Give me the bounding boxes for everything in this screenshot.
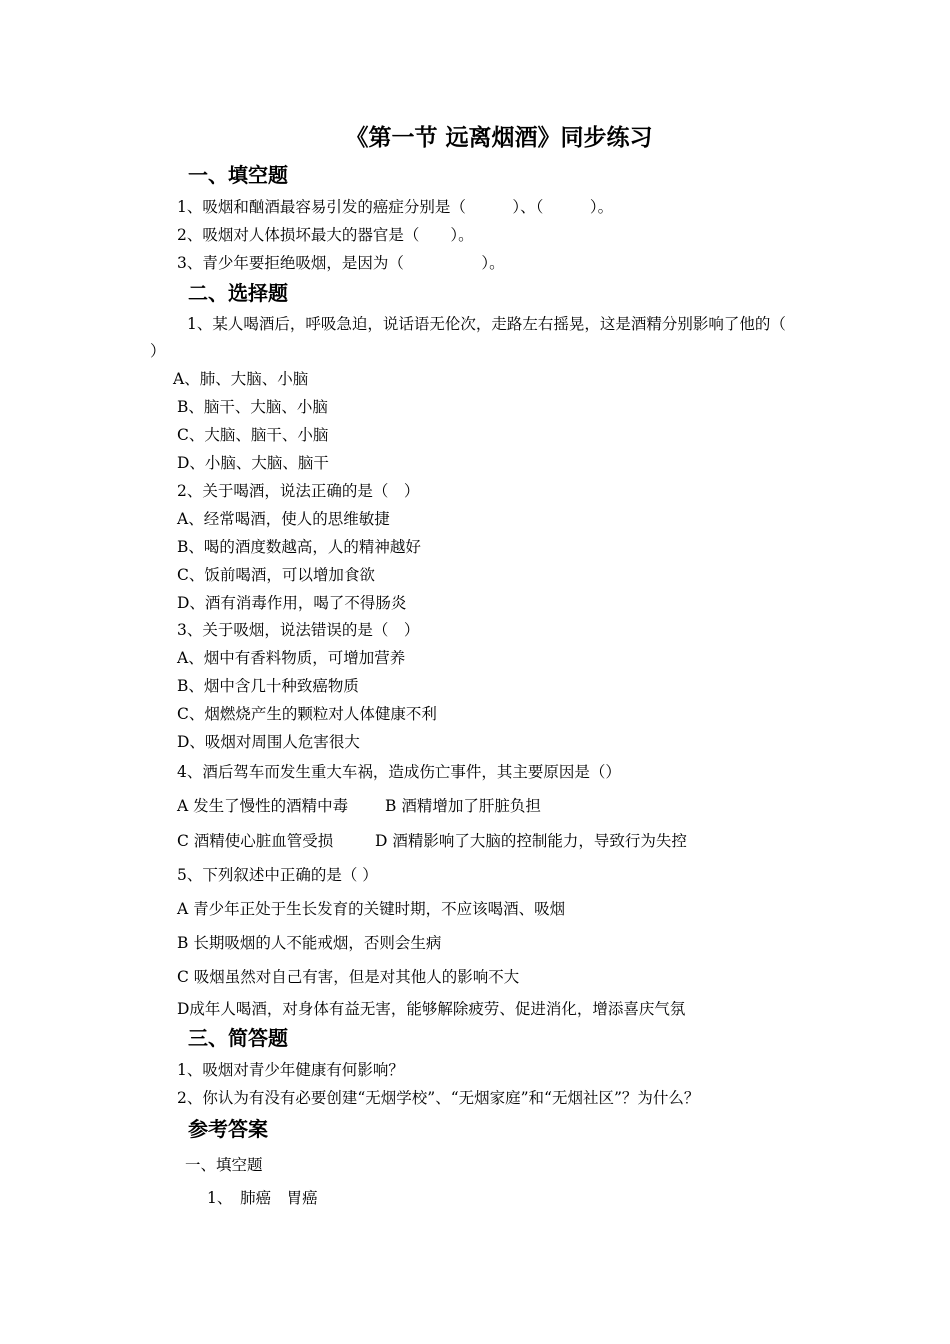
choice-q4-option-d: D 酒精影响了大脑的控制能力，导致行为失控 bbox=[375, 832, 687, 850]
section-heading-short: 三、简答题 bbox=[188, 1026, 288, 1050]
choice-q4-option-a: A 发生了慢性的酒精中毒 bbox=[177, 797, 349, 815]
short-question-1: 1、吸烟对青少年健康有何影响？ bbox=[177, 1061, 404, 1079]
answers-subheading: 一、填空题 bbox=[185, 1156, 263, 1174]
choice-q3-option-b: B、烟中含几十种致癌物质 bbox=[177, 677, 359, 695]
choice-q5-option-b: B 长期吸烟的人不能戒烟，否则会生病 bbox=[177, 934, 442, 952]
answers-heading: 参考答案 bbox=[188, 1117, 268, 1141]
short-question-2: 2、你认为有没有必要创建“无烟学校”、“无烟家庭”和“无烟社区”？为什么？ bbox=[177, 1089, 700, 1107]
answer-1: 1、 肺癌 胃癌 bbox=[207, 1189, 318, 1207]
fill-question-2: 2、吸烟对人体损坏最大的器官是（ ）。 bbox=[177, 226, 474, 244]
fill-question-3: 3、青少年要拒绝吸烟，是因为（ ）。 bbox=[177, 254, 505, 272]
choice-q1-option-d: D、小脑、大脑、脑干 bbox=[177, 454, 329, 472]
choice-q5-stem: 5、下列叙述中正确的是（ ） bbox=[177, 866, 378, 884]
choice-q1-option-b: B、脑干、大脑、小脑 bbox=[177, 398, 328, 416]
choice-q3-option-c: C、烟燃烧产生的颗粒对人体健康不利 bbox=[177, 705, 437, 723]
choice-q3-option-a: A、烟中有香料物质，可增加营养 bbox=[177, 649, 406, 667]
section-heading-fill: 一、填空题 bbox=[188, 163, 288, 187]
choice-q2-stem: 2、关于喝酒，说法正确的是（ ） bbox=[177, 482, 420, 500]
choice-q1-stem-continued: ） bbox=[150, 342, 166, 360]
choice-q2-option-d: D、酒有消毒作用，喝了不得肠炎 bbox=[177, 594, 407, 612]
choice-q2-option-a: A、经常喝酒，使人的思维敏捷 bbox=[177, 510, 390, 528]
choice-q5-option-a: A 青少年正处于生长发育的关键时期，不应该喝酒、吸烟 bbox=[177, 900, 566, 918]
choice-q4-stem: 4、酒后驾车而发生重大车祸，造成伤亡事件，其主要原因是（） bbox=[177, 763, 621, 781]
choice-q5-option-c: C 吸烟虽然对自己有害，但是对其他人的影响不大 bbox=[177, 968, 520, 986]
choice-q4-option-c: C 酒精使心脏血管受损 bbox=[177, 832, 334, 850]
choice-q1-option-a: A、肺、大脑、小脑 bbox=[173, 370, 309, 388]
choice-q1-stem: 1、某人喝酒后，呼吸急迫，说话语无伦次，走路左右摇晃，这是酒精分别影响了他的（ bbox=[187, 315, 786, 333]
choice-q1-option-c: C、大脑、脑干、小脑 bbox=[177, 426, 329, 444]
choice-q3-stem: 3、关于吸烟，说法错误的是（ ） bbox=[177, 621, 420, 639]
choice-q5-option-d: D成年人喝酒，对身体有益无害，能够解除疲劳、促进消化，增添喜庆气氛 bbox=[177, 1000, 686, 1018]
fill-question-1: 1、吸烟和酗酒最容易引发的癌症分别是（ ）、（ ）。 bbox=[177, 198, 614, 216]
choice-q2-option-c: C、饭前喝酒，可以增加食欲 bbox=[177, 566, 375, 584]
choice-q4-option-b: B 酒精增加了肝脏负担 bbox=[385, 797, 541, 815]
choice-q2-option-b: B、喝的酒度数越高，人的精神越好 bbox=[177, 538, 421, 556]
choice-q3-option-d: D、吸烟对周围人危害很大 bbox=[177, 733, 360, 751]
page-title: 《第一节 远离烟酒》同步练习 bbox=[345, 124, 653, 151]
section-heading-choice: 二、选择题 bbox=[188, 281, 288, 305]
